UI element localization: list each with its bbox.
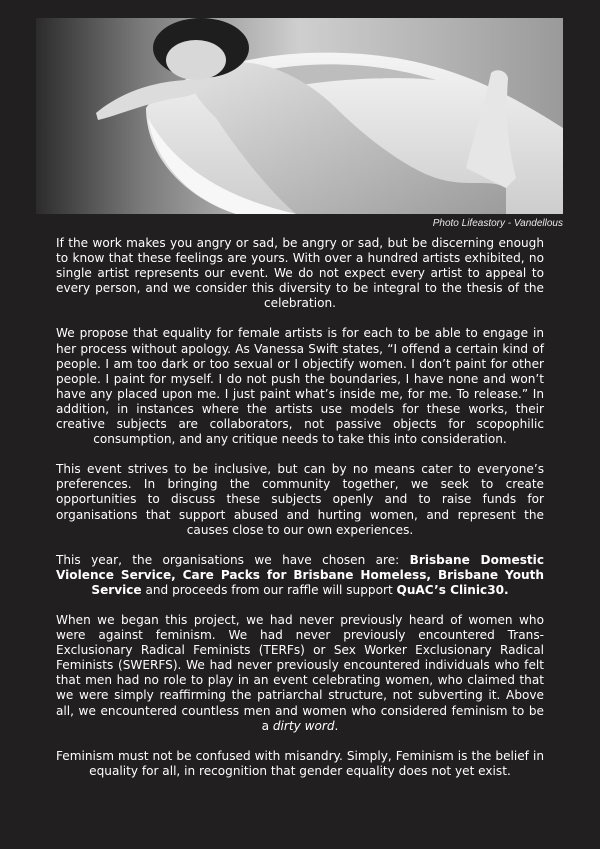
paragraph-inclusion: This event strives to be inclusive, but can by no means cater to everyone’s preferences. In bringing the community together, we seek to create opportunities to discuss these subjects openly and to raise funds for organisations that support abused and hurting women, and represent the causes close to our own experiences. [56, 462, 544, 537]
paragraph-equality: We propose that equality for female artists is for each to be able to engage in her process without apology. As Vanessa Swift states, “I offend a certain kind of people. I am too dark or too sexual or I objectify women. I don’t paint for other people. I paint for myself. I do not push the boundaries, I have none and won’t have any placed upon me. I just paint what’s inside me, for me. To release.” In addition, in instances where the artists use models for these works, their creative subjects are collaborators, not passive objects for scopophilic consumption, and any critique needs to take this into consideration. [56, 326, 544, 447]
photo-caption: Photo Lifeastory - Vandellous [432, 218, 563, 229]
raffle-text: and proceeds from our raffle will support [141, 582, 397, 597]
dirty-word-emphasis: dirty word [272, 718, 335, 733]
paragraph-definition: Feminism must not be confused with misandry. Simply, Feminism is the belief in equality for all, in recognition that gender equality does not yet exist. [56, 748, 544, 778]
paragraph-organisations [56, 553, 544, 598]
organisations-lead: This year, the organisations we have chosen are: [56, 552, 410, 567]
article-body [56, 236, 544, 794]
bathtub-photo [36, 18, 563, 214]
paragraph-diversity: If the work makes you angry or sad, be angry or sad, but be discerning enough to know that these feelings are yours. With over a hundred artists exhibited, no single artist represents our event. We do not expect every artist to appeal to every person, and we consider this diversity to be integral to the thesis of the celebration. [56, 236, 544, 311]
clinic-name: QuAC’s Clinic30. [396, 582, 509, 597]
history-end: . [334, 718, 339, 733]
organisations-list: Brisbane Domestic Violence Service, Care Packs for Brisbane Homeless, Brisbane Youth Service [56, 552, 544, 597]
history-text: When we began this project, we had never previously heard of women who were against feminism. We had never previously encountered Trans-Exclusionary Radical Feminists (TERFs) or Sex Worker Exclusionary Radical Feminists (SWERFS). We had never previously encountered individuals who felt that men had no role to play in an event celebrating women, who claimed that we were simply reaffirming the patriarchal structure, not subverting it. Above all, we encountered countless men and women who considered feminism to be a [56, 612, 544, 733]
bathtub-photo-illustration [36, 18, 563, 214]
paragraph-history [56, 613, 544, 734]
